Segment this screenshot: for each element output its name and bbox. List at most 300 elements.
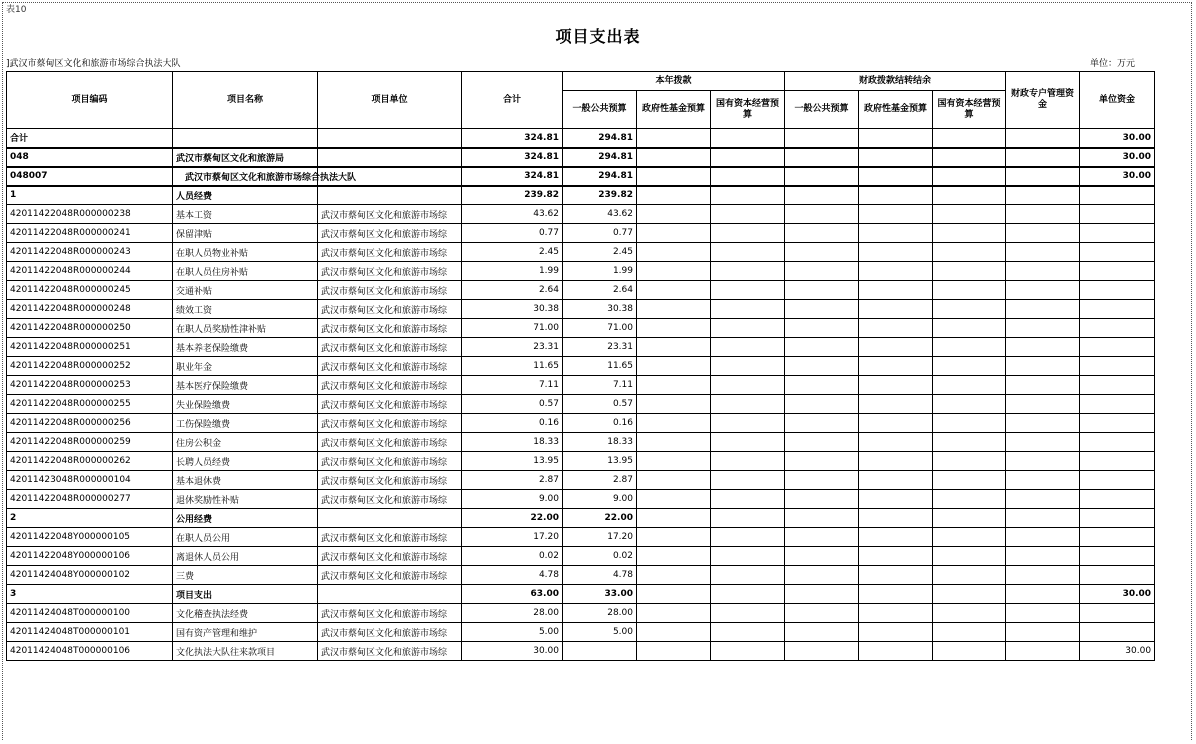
cell-c-capital: [933, 623, 1006, 642]
cell-name: 在职人员物业补贴: [173, 243, 318, 262]
table-row: [7, 395, 1155, 414]
cell-unit: 武汉市蔡甸区文化和旅游市场综: [318, 357, 462, 376]
cell-unit: 武汉市蔡甸区文化和旅游市场综: [318, 414, 462, 433]
table-row: [7, 224, 1155, 243]
cell-capital: [711, 205, 785, 224]
table-row: [7, 167, 1155, 186]
cell-capital: [711, 452, 785, 471]
cell-fund: [637, 490, 711, 509]
cell-capital: [711, 566, 785, 585]
cell-c-capital: [933, 528, 1006, 547]
cell-unitfunds: [1080, 547, 1155, 566]
cell-total: 324.81: [462, 167, 563, 186]
cell-general: 0.02: [563, 547, 637, 566]
cell-capital: [711, 129, 785, 148]
currency-unit: 单位：万元: [1090, 59, 1136, 69]
cell-general: 13.95: [563, 452, 637, 471]
cell-code: 合计: [7, 129, 173, 148]
cell-total: 11.65: [462, 357, 563, 376]
cell-general: 17.20: [563, 528, 637, 547]
cell-fund: [637, 471, 711, 490]
cell-c-capital: [933, 566, 1006, 585]
cell-c-fund: [859, 262, 933, 281]
table-row: [7, 566, 1155, 585]
header-state-capital: 国有资本经营预算: [711, 91, 785, 129]
cell-capital: [711, 642, 785, 661]
cell-total: 2.64: [462, 281, 563, 300]
cell-code: 42011424048T000000101: [7, 623, 173, 642]
cell-special: [1006, 224, 1080, 243]
cell-c-capital: [933, 205, 1006, 224]
cell-capital: [711, 623, 785, 642]
cell-c-capital: [933, 186, 1006, 205]
cell-name: 交通补贴: [173, 281, 318, 300]
table-row: [7, 148, 1155, 167]
cell-general: 22.00: [563, 509, 637, 528]
cell-c-capital: [933, 395, 1006, 414]
table-row: [7, 623, 1155, 642]
cell-general: 2.87: [563, 471, 637, 490]
cell-name: 在职人员奖励性津补贴: [173, 319, 318, 338]
cell-unit: 武汉市蔡甸区文化和旅游市场综: [318, 243, 462, 262]
cell-c-general: [785, 433, 859, 452]
cell-general: 33.00: [563, 585, 637, 604]
cell-code: 42011422048R000000244: [7, 262, 173, 281]
cell-general: 2.64: [563, 281, 637, 300]
cell-capital: [711, 319, 785, 338]
cell-general: 0.57: [563, 395, 637, 414]
cell-unit: 武汉市蔡甸区文化和旅游市场综: [318, 642, 462, 661]
cell-c-fund: [859, 604, 933, 623]
cell-special: [1006, 433, 1080, 452]
cell-c-capital: [933, 604, 1006, 623]
cell-special: [1006, 186, 1080, 205]
cell-general: 239.82: [563, 186, 637, 205]
cell-fund: [637, 167, 711, 186]
cell-name: 在职人员公用: [173, 528, 318, 547]
cell-general: 2.45: [563, 243, 637, 262]
header-carry-general: 一般公共预算: [785, 91, 859, 129]
cell-fund: [637, 319, 711, 338]
cell-total: 0.77: [462, 224, 563, 243]
cell-name: 在职人员住房补贴: [173, 262, 318, 281]
cell-code: 42011422048R000000256: [7, 414, 173, 433]
cell-unit: 武汉市蔡甸区文化和旅游市场综: [318, 490, 462, 509]
cell-code: 2: [7, 509, 173, 528]
cell-c-general: [785, 642, 859, 661]
cell-fund: [637, 414, 711, 433]
cell-name: 离退休人员公用: [173, 547, 318, 566]
cell-unit: 武汉市蔡甸区文化和旅游市场综: [318, 433, 462, 452]
cell-c-fund: [859, 471, 933, 490]
table-row: [7, 186, 1155, 205]
cell-unit: [318, 148, 462, 167]
cell-special: [1006, 509, 1080, 528]
cell-c-general: [785, 623, 859, 642]
cell-c-general: [785, 395, 859, 414]
cell-unitfunds: [1080, 490, 1155, 509]
cell-capital: [711, 395, 785, 414]
cell-fund: [637, 433, 711, 452]
cell-unitfunds: [1080, 205, 1155, 224]
cell-fund: [637, 224, 711, 243]
cell-unit: 武汉市蔡甸区文化和旅游市场综: [318, 623, 462, 642]
cell-total: 18.33: [462, 433, 563, 452]
cell-c-fund: [859, 433, 933, 452]
cell-unit: 武汉市蔡甸区文化和旅游市场综: [318, 528, 462, 547]
cell-unitfunds: 30.00: [1080, 129, 1155, 148]
cell-name: 文化稽查执法经费: [173, 604, 318, 623]
cell-c-fund: [859, 243, 933, 262]
cell-unit: 武汉市蔡甸区文化和旅游市场综: [318, 262, 462, 281]
cell-unit: 武汉市蔡甸区文化和旅游市场综: [318, 281, 462, 300]
cell-special: [1006, 642, 1080, 661]
page-title: 项目支出表: [555, 27, 641, 46]
cell-special: [1006, 205, 1080, 224]
cell-c-general: [785, 186, 859, 205]
cell-fund: [637, 528, 711, 547]
cell-c-general: [785, 566, 859, 585]
cell-unit: 武汉市蔡甸区文化和旅游市场综: [318, 205, 462, 224]
cell-code: 42011422048R000000252: [7, 357, 173, 376]
cell-general: 294.81: [563, 167, 637, 186]
cell-special: [1006, 148, 1080, 167]
cell-total: 5.00: [462, 623, 563, 642]
table-row: [7, 604, 1155, 623]
cell-code: 1: [7, 186, 173, 205]
header-special-account: 财政专户管理资金: [1006, 72, 1080, 129]
cell-special: [1006, 452, 1080, 471]
cell-capital: [711, 547, 785, 566]
cell-code: 42011422048R000000248: [7, 300, 173, 319]
cell-c-general: [785, 452, 859, 471]
cell-unit: [318, 186, 462, 205]
cell-total: 1.99: [462, 262, 563, 281]
cell-unit: [318, 509, 462, 528]
cell-c-capital: [933, 281, 1006, 300]
cell-fund: [637, 186, 711, 205]
cell-special: [1006, 528, 1080, 547]
cell-fund: [637, 129, 711, 148]
cell-c-general: [785, 509, 859, 528]
cell-total: 324.81: [462, 129, 563, 148]
cell-special: [1006, 357, 1080, 376]
cell-unitfunds: [1080, 262, 1155, 281]
cell-code: 42011422048R000000255: [7, 395, 173, 414]
cell-capital: [711, 471, 785, 490]
table-row: [7, 490, 1155, 509]
cell-special: [1006, 300, 1080, 319]
cell-c-capital: [933, 338, 1006, 357]
cell-c-general: [785, 338, 859, 357]
cell-c-general: [785, 547, 859, 566]
cell-total: 30.38: [462, 300, 563, 319]
cell-total: 43.62: [462, 205, 563, 224]
cell-c-fund: [859, 338, 933, 357]
cell-unitfunds: 30.00: [1080, 148, 1155, 167]
cell-c-capital: [933, 547, 1006, 566]
cell-fund: [637, 148, 711, 167]
cell-c-fund: [859, 319, 933, 338]
cell-total: 4.78: [462, 566, 563, 585]
cell-general: 5.00: [563, 623, 637, 642]
cell-c-capital: [933, 148, 1006, 167]
cell-unit: [318, 585, 462, 604]
cell-special: [1006, 395, 1080, 414]
cell-capital: [711, 300, 785, 319]
cell-c-fund: [859, 281, 933, 300]
cell-capital: [711, 585, 785, 604]
cell-c-fund: [859, 205, 933, 224]
cell-total: 0.57: [462, 395, 563, 414]
cell-fund: [637, 547, 711, 566]
cell-general: 294.81: [563, 148, 637, 167]
cell-code: 42011422048R000000262: [7, 452, 173, 471]
cell-total: 63.00: [462, 585, 563, 604]
cell-c-general: [785, 528, 859, 547]
cell-capital: [711, 224, 785, 243]
cell-name: 基本医疗保险缴费: [173, 376, 318, 395]
cell-unitfunds: [1080, 338, 1155, 357]
cell-c-capital: [933, 509, 1006, 528]
cell-general: 0.16: [563, 414, 637, 433]
cell-unitfunds: [1080, 528, 1155, 547]
cell-c-fund: [859, 642, 933, 661]
cell-fund: [637, 262, 711, 281]
cell-c-capital: [933, 129, 1006, 148]
cell-c-fund: [859, 224, 933, 243]
cell-c-capital: [933, 585, 1006, 604]
cell-unitfunds: [1080, 224, 1155, 243]
cell-c-general: [785, 604, 859, 623]
cell-name: 武汉市蔡甸区文化和旅游局: [173, 148, 318, 167]
header-unit: 项目单位: [318, 72, 462, 129]
cell-code: 42011422048R000000253: [7, 376, 173, 395]
project-expenditure-table: [6, 71, 1155, 661]
cell-unitfunds: 30.00: [1080, 167, 1155, 186]
cell-code: 42011422048R000000277: [7, 490, 173, 509]
cell-unit: [318, 129, 462, 148]
cell-unit: 武汉市蔡甸区文化和旅游市场综: [318, 376, 462, 395]
cell-c-capital: [933, 167, 1006, 186]
cell-unit: 武汉市蔡甸区文化和旅游市场综: [318, 604, 462, 623]
cell-general: 30.38: [563, 300, 637, 319]
cell-capital: [711, 604, 785, 623]
cell-c-capital: [933, 642, 1006, 661]
cell-fund: [637, 395, 711, 414]
cell-total: 7.11: [462, 376, 563, 395]
cell-unit: 武汉市蔡甸区文化和旅游市场综: [318, 395, 462, 414]
cell-c-capital: [933, 490, 1006, 509]
cell-c-capital: [933, 262, 1006, 281]
cell-fund: [637, 376, 711, 395]
cell-code: 42011422048R000000259: [7, 433, 173, 452]
cell-fund: [637, 243, 711, 262]
cell-name: 保留津贴: [173, 224, 318, 243]
cell-name: 长聘人员经费: [173, 452, 318, 471]
cell-code: 42011424048T000000100: [7, 604, 173, 623]
cell-c-general: [785, 300, 859, 319]
cell-name: 基本退休费: [173, 471, 318, 490]
cell-capital: [711, 528, 785, 547]
cell-total: 2.45: [462, 243, 563, 262]
table-row: [7, 319, 1155, 338]
cell-c-general: [785, 319, 859, 338]
cell-capital: [711, 433, 785, 452]
header-total: 合计: [462, 72, 563, 129]
cell-special: [1006, 414, 1080, 433]
cell-total: 2.87: [462, 471, 563, 490]
cell-capital: [711, 281, 785, 300]
cell-unitfunds: [1080, 319, 1155, 338]
cell-code: 42011422048R000000250: [7, 319, 173, 338]
table-row: [7, 642, 1155, 661]
cell-c-fund: [859, 566, 933, 585]
cell-special: [1006, 604, 1080, 623]
cell-c-fund: [859, 148, 933, 167]
cell-special: [1006, 490, 1080, 509]
table-row: [7, 414, 1155, 433]
table-row: [7, 471, 1155, 490]
cell-unitfunds: [1080, 414, 1155, 433]
cell-name: 失业保险缴费: [173, 395, 318, 414]
cell-c-capital: [933, 471, 1006, 490]
cell-unit: 武汉市蔡甸区文化和旅游市场综: [318, 319, 462, 338]
cell-total: 9.00: [462, 490, 563, 509]
cell-c-general: [785, 490, 859, 509]
cell-general: 7.11: [563, 376, 637, 395]
cell-name: 退休奖励性补贴: [173, 490, 318, 509]
cell-c-fund: [859, 623, 933, 642]
cell-total: 28.00: [462, 604, 563, 623]
cell-unitfunds: 30.00: [1080, 642, 1155, 661]
table-row: [7, 262, 1155, 281]
table-row: [7, 452, 1155, 471]
cell-c-general: [785, 167, 859, 186]
cell-unitfunds: [1080, 604, 1155, 623]
cell-c-fund: [859, 547, 933, 566]
cell-unitfunds: [1080, 566, 1155, 585]
cell-code: 42011422048R000000243: [7, 243, 173, 262]
cell-code: 048007: [7, 167, 173, 186]
cell-unit: 武汉市蔡甸区文化和旅游市场综: [318, 547, 462, 566]
cell-general: 23.31: [563, 338, 637, 357]
cell-c-fund: [859, 490, 933, 509]
cell-code: 42011424048Y000000102: [7, 566, 173, 585]
cell-name: 武汉市蔡甸区文化和旅游市场综合执法大队: [173, 167, 318, 186]
cell-fund: [637, 338, 711, 357]
cell-c-capital: [933, 224, 1006, 243]
cell-general: 28.00: [563, 604, 637, 623]
header-fund-budget: 政府性基金预算: [637, 91, 711, 129]
cell-general: 11.65: [563, 357, 637, 376]
cell-special: [1006, 547, 1080, 566]
cell-c-capital: [933, 414, 1006, 433]
cell-c-fund: [859, 509, 933, 528]
cell-unitfunds: [1080, 471, 1155, 490]
cell-c-general: [785, 224, 859, 243]
cell-special: [1006, 129, 1080, 148]
cell-capital: [711, 414, 785, 433]
header-general-budget: 一般公共预算: [563, 91, 637, 129]
cell-general: 9.00: [563, 490, 637, 509]
cell-general: [563, 642, 637, 661]
cell-name: 国有资产管理和维护: [173, 623, 318, 642]
table-row: [7, 338, 1155, 357]
header-name: 项目名称: [173, 72, 318, 129]
cell-c-general: [785, 585, 859, 604]
cell-special: [1006, 319, 1080, 338]
cell-code: 3: [7, 585, 173, 604]
cell-unitfunds: 30.00: [1080, 585, 1155, 604]
cell-capital: [711, 338, 785, 357]
cell-capital: [711, 167, 785, 186]
cell-c-capital: [933, 319, 1006, 338]
table-row: [7, 509, 1155, 528]
cell-name: 住房公积金: [173, 433, 318, 452]
cell-name: 项目支出: [173, 585, 318, 604]
cell-c-fund: [859, 528, 933, 547]
cell-unit: 武汉市蔡甸区文化和旅游市场综: [318, 471, 462, 490]
cell-c-general: [785, 376, 859, 395]
cell-unit: 武汉市蔡甸区文化和旅游市场综: [318, 338, 462, 357]
table-row: [7, 357, 1155, 376]
cell-code: 42011422048R000000241: [7, 224, 173, 243]
cell-c-fund: [859, 186, 933, 205]
cell-special: [1006, 281, 1080, 300]
cell-special: [1006, 243, 1080, 262]
header-code: 项目编码: [7, 72, 173, 129]
cell-capital: [711, 509, 785, 528]
cell-unit: 武汉市蔡甸区文化和旅游市场综: [318, 452, 462, 471]
cell-fund: [637, 300, 711, 319]
cell-unitfunds: [1080, 433, 1155, 452]
cell-total: 239.82: [462, 186, 563, 205]
cell-c-general: [785, 357, 859, 376]
cell-total: 324.81: [462, 148, 563, 167]
cell-fund: [637, 281, 711, 300]
cell-fund: [637, 357, 711, 376]
cell-unitfunds: [1080, 243, 1155, 262]
cell-fund: [637, 566, 711, 585]
table-row: [7, 205, 1155, 224]
header-carry-fund: 政府性基金预算: [859, 91, 933, 129]
table-row: [7, 243, 1155, 262]
cell-name: 文化执法大队往来款项目: [173, 642, 318, 661]
cell-total: 13.95: [462, 452, 563, 471]
cell-special: [1006, 566, 1080, 585]
cell-code: 048: [7, 148, 173, 167]
cell-c-general: [785, 243, 859, 262]
cell-total: 0.16: [462, 414, 563, 433]
table-row: [7, 300, 1155, 319]
cell-c-fund: [859, 376, 933, 395]
cell-c-general: [785, 471, 859, 490]
cell-capital: [711, 186, 785, 205]
cell-name: [173, 129, 318, 148]
table-row: [7, 585, 1155, 604]
cell-c-fund: [859, 452, 933, 471]
cell-total: 71.00: [462, 319, 563, 338]
cell-special: [1006, 623, 1080, 642]
table-row: [7, 528, 1155, 547]
cell-total: 23.31: [462, 338, 563, 357]
cell-unitfunds: [1080, 452, 1155, 471]
cell-total: 0.02: [462, 547, 563, 566]
cell-fund: [637, 452, 711, 471]
cell-general: 4.78: [563, 566, 637, 585]
cell-unit: 武汉市蔡甸区文化和旅游市场综: [318, 300, 462, 319]
